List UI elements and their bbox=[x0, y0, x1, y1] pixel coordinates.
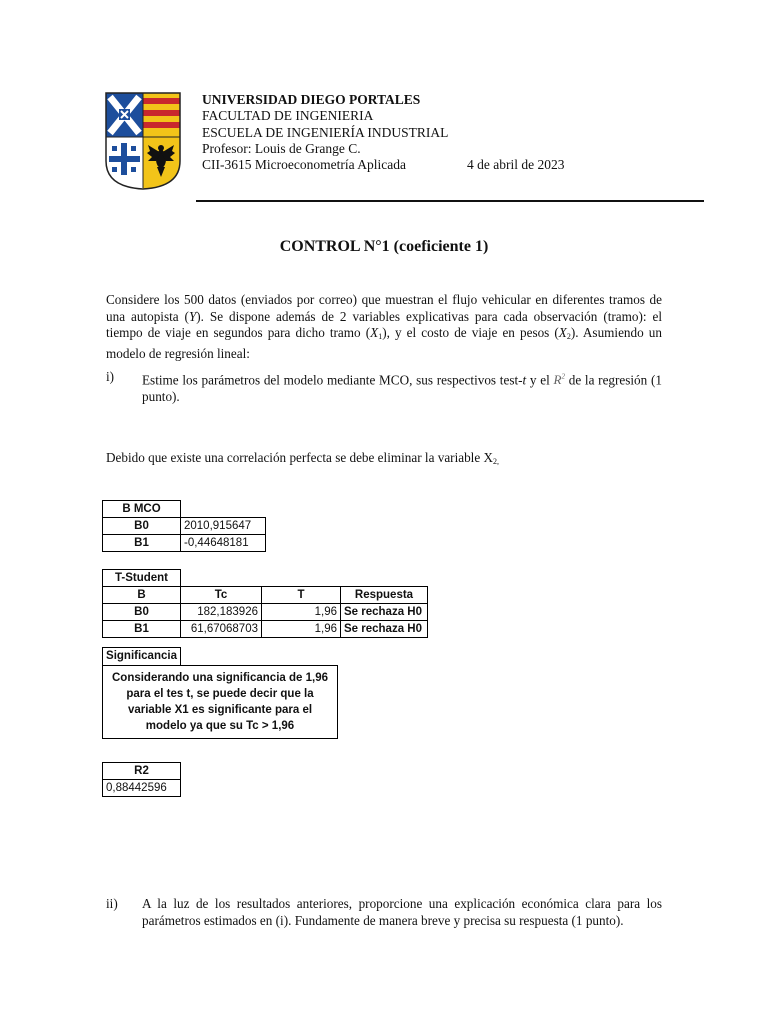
table-cell: B0 bbox=[103, 604, 181, 621]
item-i-number: i) bbox=[106, 369, 115, 384]
university-crest-logo bbox=[104, 91, 182, 191]
table-row bbox=[103, 780, 181, 797]
faculty-name: FACULTAD DE INGENIERIA bbox=[202, 108, 374, 123]
table-cell: 182,183926 bbox=[181, 604, 262, 621]
column-header: B bbox=[103, 587, 181, 604]
column-header: Tc bbox=[181, 587, 262, 604]
course-name: CII-3615 Microeconometría Aplicada bbox=[202, 157, 406, 172]
table-row bbox=[103, 621, 428, 638]
university-name: UNIVERSIDAD DIEGO PORTALES bbox=[202, 92, 421, 107]
bmco-header: B MCO bbox=[103, 501, 181, 518]
r2-table bbox=[102, 762, 181, 797]
column-header: T bbox=[262, 587, 341, 604]
table-cell: 1,96 bbox=[262, 604, 341, 621]
r2-value: 0,88442596 bbox=[103, 780, 181, 797]
table-header-row bbox=[103, 587, 428, 604]
table-cell: 61,67068703 bbox=[181, 621, 262, 638]
item-i-text: Estime los parámetros del modelo mediante MCO, sus respectivos test-t y el $R^2$ de la regresión (1 punto). bbox=[142, 372, 662, 404]
professor-name: Profesor: Louis de Grange C. bbox=[202, 141, 361, 156]
column-header: Respuesta bbox=[341, 587, 428, 604]
bmco-value: 2010,915647 bbox=[181, 518, 266, 535]
bmco-table bbox=[102, 500, 266, 552]
header-divider bbox=[196, 200, 704, 202]
item-ii-number: ii) bbox=[106, 896, 118, 911]
item-ii-text: A la luz de los resultados anteriores, proporcione una explicación económica clara para los parámetros estimados en (i). Fundamente de manera breve y precisa su respuesta (1 punto). bbox=[142, 896, 662, 928]
tstudent-header: T-Student bbox=[103, 570, 181, 587]
elimination-note: Debido que existe una correlación perfecta se debe eliminar la variable $X_{2,}$ bbox=[106, 450, 500, 466]
bmco-label: B1 bbox=[103, 535, 181, 552]
table-cell: B1 bbox=[103, 621, 181, 638]
table-cell: Se rechaza H0 bbox=[341, 621, 428, 638]
table-cell: 1,96 bbox=[262, 621, 341, 638]
table-row bbox=[103, 535, 266, 552]
page-title: CONTROL N°1 (coeficiente 1) bbox=[279, 238, 489, 255]
exam-date: 4 de abril de 2023 bbox=[467, 157, 565, 172]
bmco-label: B0 bbox=[103, 518, 181, 535]
intro-paragraph: Considere los 500 datos (enviados por correo) que muestran el flujo vehicular en diferentes tramos de una autopista (Y). Se dispone además de 2 variables explicativas para cada observación (tramo): el tiempo de viaje en segundos para dicho tramo $(X_1)$, y el costo de viaje en pesos $(X_2)$. Asumiendo un modelo de regresión lineal: bbox=[106, 292, 662, 361]
table-cell: Se rechaza H0 bbox=[341, 604, 428, 621]
table-row bbox=[103, 604, 428, 621]
significancia-label: Significancia bbox=[102, 647, 181, 666]
r2-header: R2 bbox=[103, 763, 181, 780]
table-row bbox=[103, 518, 266, 535]
bmco-value: -0,44648181 bbox=[181, 535, 266, 552]
school-name: ESCUELA DE INGENIERÍA INDUSTRIAL bbox=[202, 125, 449, 140]
tstudent-table bbox=[102, 569, 428, 638]
r2-symbol: $R^2$ bbox=[553, 372, 565, 388]
significancia-text: Considerando una significancia de 1,96 para el tes t, se puede decir que la variable X1 es significante para el modelo ya que su Tc > 1,96 bbox=[102, 665, 338, 739]
